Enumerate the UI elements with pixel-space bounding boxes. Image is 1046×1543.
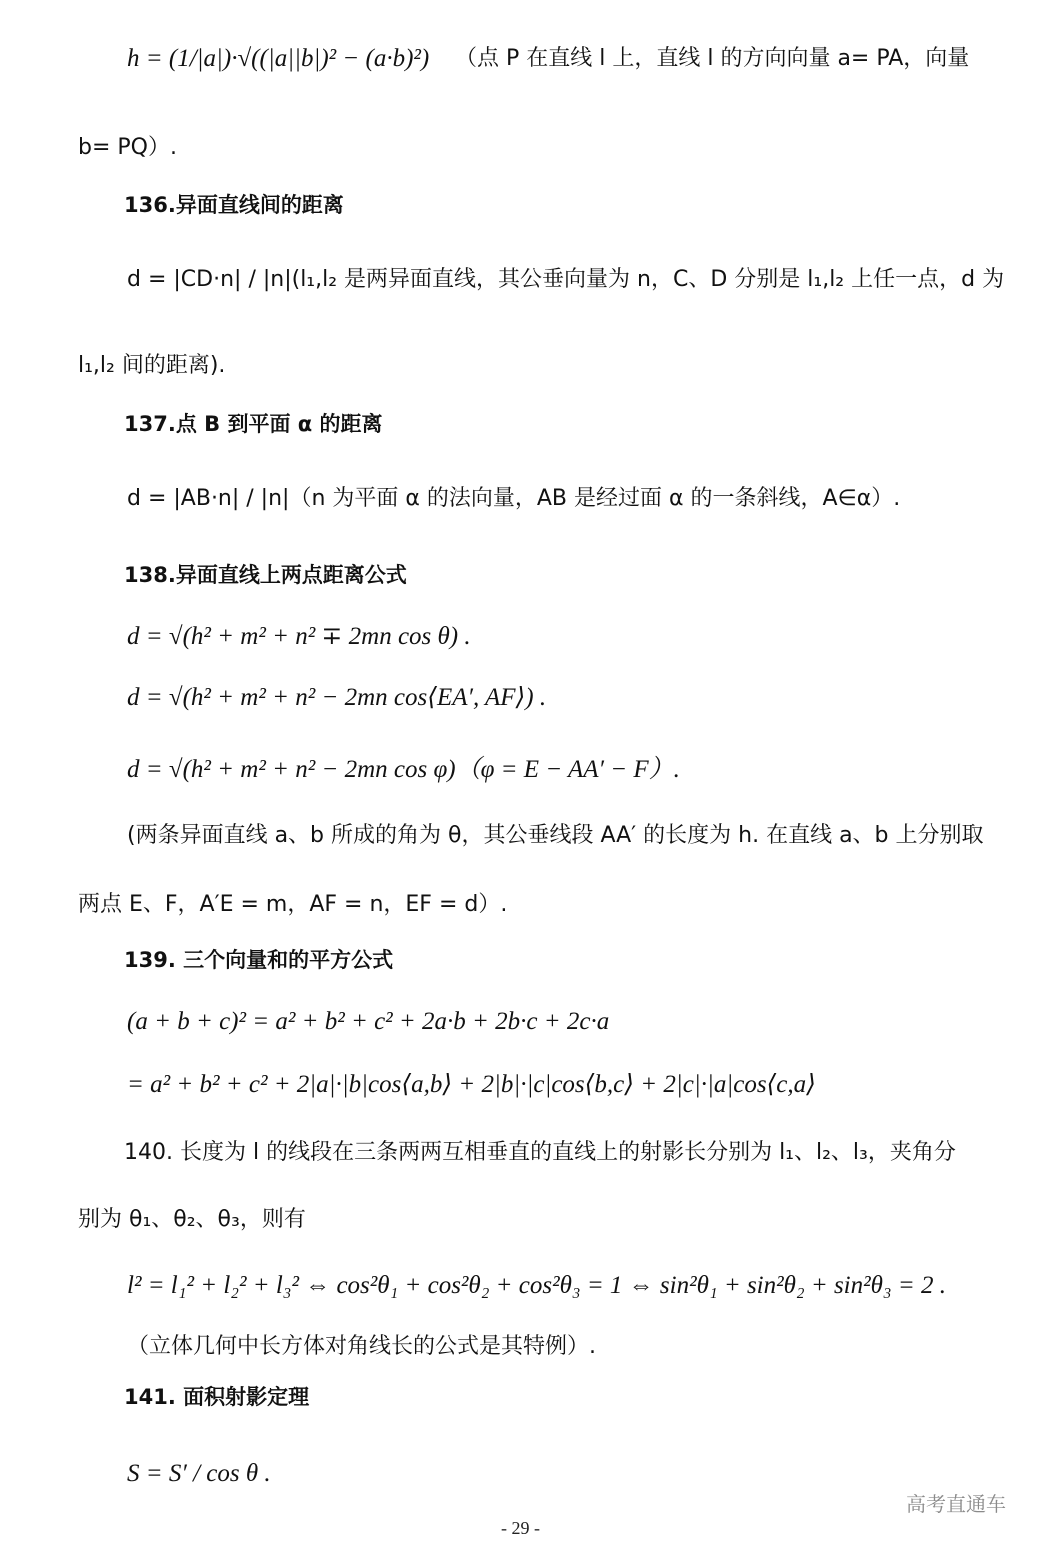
watermark-text: 高考直通车: [906, 1492, 1006, 1516]
heading-137: 137.点 B 到平面 α 的距离: [124, 412, 383, 436]
note-point-line-1: （点 P 在直线 l 上，直线 l 的方向向量 a= PA，向量: [455, 46, 970, 71]
heading-136: 136.异面直线间的距离: [124, 193, 344, 217]
formula-138-3: d = √(h² + m² + n² − 2mn cos φ)（φ = E − AA′ − F）.: [127, 756, 680, 783]
note-140: （立体几何中长方体对角线长的公式是其特例）.: [127, 1334, 596, 1359]
formula-distance-point-line: h = (1/|a|)·√((|a||b|)² − (a·b)²): [127, 45, 430, 72]
formula-141: S = S′ / cos θ .: [127, 1460, 271, 1487]
note-138-1: (两条异面直线 a、b 所成的角为 θ，其公垂线段 AA′ 的长度为 h. 在直线 a、b 上分别取: [127, 823, 984, 848]
formula-136-continuation: l₁,l₂ 间的距离).: [78, 353, 226, 378]
formula-138-2: d = √(h² + m² + n² − 2mn cos⟨EA′, AF⟩) .: [127, 684, 547, 711]
formula-140: l² = l₁² + l₂² + l₃² ⇔ cos²θ₁ + cos²θ₂ + cos²θ₃ = 1 ⇔ sin²θ₁ + sin²θ₂ + sin²θ₃ = 2 .: [127, 1272, 946, 1299]
heading-141: 141. 面积射影定理: [124, 1385, 310, 1409]
heading-139: 139. 三个向量和的平方公式: [124, 948, 394, 972]
heading-140-1: 140. 长度为 l 的线段在三条两两互相垂直的直线上的射影长分别为 l₁、l₂、l₃，夹角分: [124, 1140, 956, 1165]
formula-139-2: = a² + b² + c² + 2|a|·|b|cos⟨a,b⟩ + 2|b|·|c|cos⟨b,c⟩ + 2|c|·|a|cos⟨c,a⟩: [127, 1071, 816, 1098]
note-point-line-2: b= PQ）.: [78, 135, 177, 160]
heading-140-2: 别为 θ₁、θ₂、θ₃，则有: [78, 1207, 306, 1232]
note-138-2: 两点 E、F，A′E = m，AF = n，EF = d）.: [78, 892, 508, 917]
heading-138: 138.异面直线上两点距离公式: [124, 563, 407, 587]
formula-139-1: (a + b + c)² = a² + b² + c² + 2a·b + 2b·c + 2c·a: [127, 1008, 610, 1035]
formula-136: d = |CD·n| / |n|(l₁,l₂ 是两异面直线，其公垂向量为 n，C、D 分别是 l₁,l₂ 上任一点，d 为: [127, 267, 1005, 292]
formula-138-1: d = √(h² + m² + n² ∓ 2mn cos θ) .: [127, 623, 471, 650]
formula-137: d = |AB·n| / |n|（n 为平面 α 的法向量，AB 是经过面 α 的一条斜线，A∈α）.: [127, 486, 901, 511]
page-number: - 29 -: [501, 1518, 540, 1538]
